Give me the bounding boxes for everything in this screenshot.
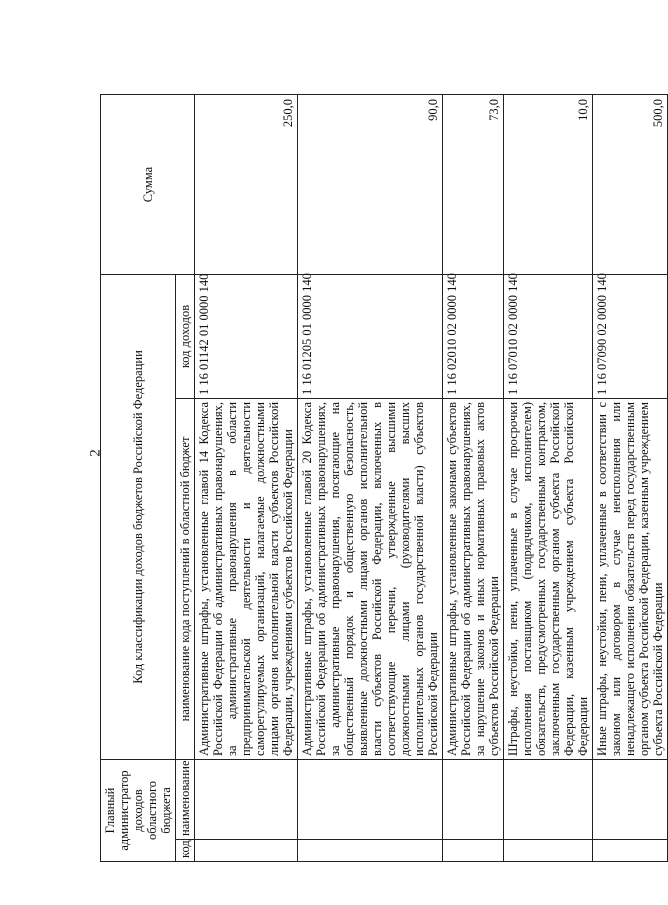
row-admin-name: [504, 759, 593, 839]
row-income-name: Штрафы, неустойки, пени, уплаченные в случае просрочки исполнения поставщиком (подрядчиком, исполнителем) обязательств, предусмотренных государственным контрактом, заключенным государственным органом субъекта Российской Федерации, казенным учреждением субъекта Российской Федерации: [504, 398, 593, 759]
row-admin-code: [593, 840, 668, 862]
page-number: 2: [87, 449, 104, 457]
header-sum: Сумма: [101, 94, 195, 274]
row-income-name: Административные штрафы, установленные главой 14 Кодекса Российской Федерации об административных правонарушениях, за административные правонарушения в области предпринимательской деятельности и деятельности саморегулируемых организаций, налагаемые должностными лицами органов исполнительной власти субъектов Российской Федерации, учреждениями субъектов Российской Федерации: [195, 398, 298, 759]
row-income-name: Административные штрафы, установленные главой 20 Кодекса Российской Федерации об административных правонарушениях, за административные правонарушения, посягающие на общественный порядок и общественную безопасность, выявленные должностными лицами органов исполнительной власти субъектов Российской Федерации, включенных в соответствующие перечни, утвержденные высшими должностными лицами (руководителями высших исполнительных органов государственной власти) субъектов Российской Федерации: [298, 398, 443, 759]
header-admin-group: Главный администратор доходов областного бюджета: [101, 759, 176, 861]
row-admin-name: [298, 759, 443, 839]
row-income-name: Иные штрафы, неустойки, пени, уплаченные в соответствии с законом или договором в случае неисполнения или ненадлежащего исполнения обязательств перед государственным органом субъекта Российской Федерации, казенным учреждением субъекта Российской Федерации: [593, 398, 668, 759]
row-income-name: Административные штрафы, установленные законами субъектов Российской Федерации об административных правонарушениях, за нарушение законов и иных нормативных правовых актов субъектов Российской Федерации: [443, 398, 504, 759]
row-admin-code: [195, 840, 298, 862]
row-admin-code: [298, 840, 443, 862]
row-sum: 10,0: [504, 94, 593, 274]
header-row-1: [101, 94, 176, 861]
row-sum: 90,0: [298, 94, 443, 274]
row-admin-name: [443, 759, 504, 839]
header-income-name: наименование кода поступлений в областной бюджет: [176, 398, 195, 759]
table-row: [504, 94, 593, 861]
header-admin-name: наименование: [176, 759, 195, 839]
header-admin-code: код: [176, 840, 195, 862]
row-sum: 250,0: [195, 94, 298, 274]
row-admin-name: [593, 759, 668, 839]
row-income-code: 1 16 01205 01 0000 140: [298, 274, 443, 398]
row-income-code: 1 16 07010 02 0000 140: [504, 274, 593, 398]
row-income-code: 1 16 07090 02 0000 140: [593, 274, 668, 398]
table-row: [443, 94, 504, 861]
header-classification: Код классификации доходов бюджетов Российской Федерации: [101, 274, 176, 759]
table-row: [298, 94, 443, 861]
row-admin-code: [504, 840, 593, 862]
table-row: [195, 94, 298, 861]
header-income-code: код доходов: [176, 274, 195, 398]
table-row: [593, 94, 668, 861]
row-income-code: 1 16 01142 01 0000 140: [195, 274, 298, 398]
row-sum: 73,0: [443, 94, 504, 274]
row-admin-code: [443, 840, 504, 862]
row-admin-name: [195, 759, 298, 839]
revenue-table: [100, 94, 668, 862]
rotated-table-wrapper: [100, 95, 665, 862]
row-income-code: 1 16 02010 02 0000 140: [443, 274, 504, 398]
row-sum: 500,0: [593, 94, 668, 274]
